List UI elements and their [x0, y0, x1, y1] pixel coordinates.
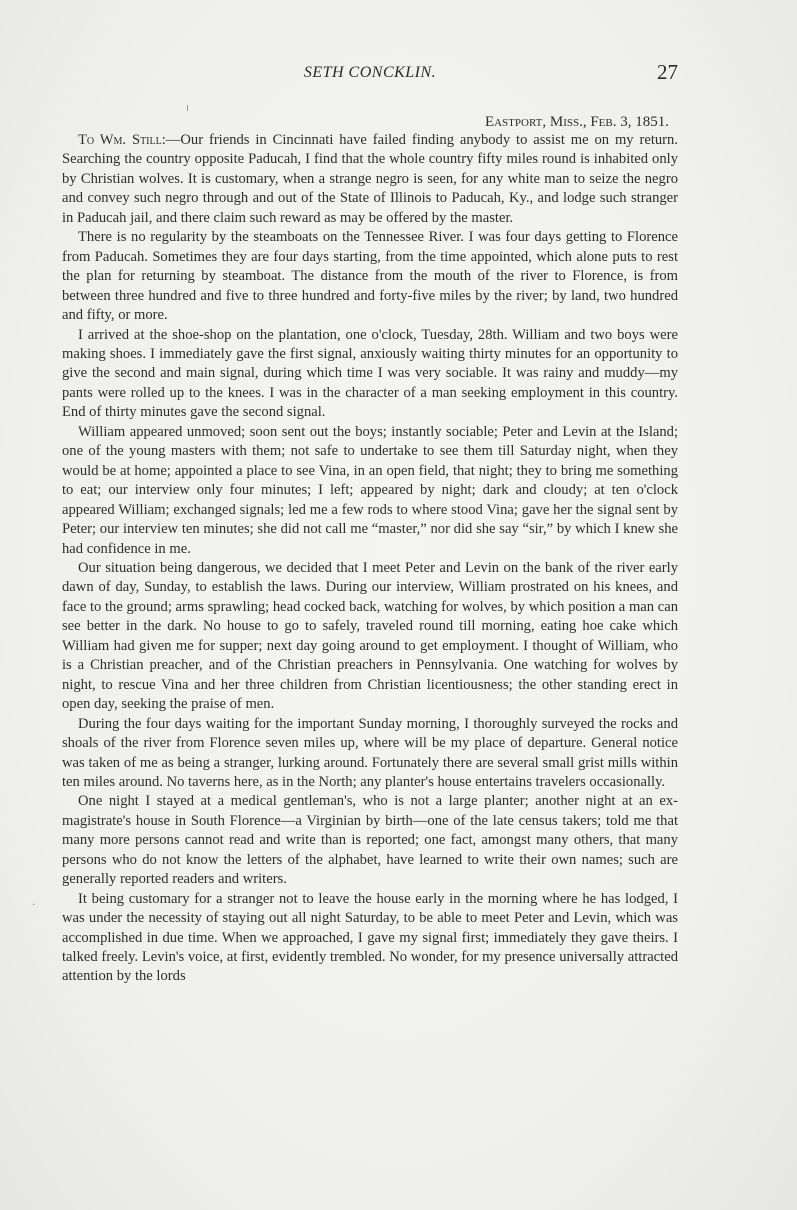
letter-body: [62, 131, 678, 987]
margin-speck: ·: [32, 900, 36, 911]
paragraph-7: One night I stayed at a medical gentleman's, who is not a large planter; another night at an ex-magistrate's house in South Florence—a Virginian by birth—one of the late census takers; told me that many more persons cannot read and write than is reported; one fact, amongst many others, that many persons who do not know the letters of the alphabet, have learned to write their own names; such are generally reported readers and writers.: [62, 793, 678, 888]
salutation: To Wm. Still: [78, 132, 162, 148]
paragraph-8: It being customary for a stranger not to leave the house early in the morning where he has lodged, I was under the necessity of staying out all night Saturday, to be able to meet Peter and Levin, which was accomplished in due time. When we approached, I gave my signal first; immediately they gave theirs. I talked freely. Levin's voice, at first, evidently trembled. No wonder, for my presence universally attracted attention by the lords: [62, 890, 678, 985]
dateline-text: Eastport, Miss., Feb. 3, 1851.: [484, 114, 669, 130]
letter-dateline: [62, 114, 669, 131]
paragraph-1-text: :—Our friends in Cincinnati have failed finding anybody to assist me on my return. Searching the country opposite Paducah, I find that the whole country fifty miles round is inhabited only by Christian wolves. It is customary, when a strange negro is seen, for any white man to seize the negro and convey such negro through and out of the State of Illinois to Paducah, Ky., and lodge such stranger in Paducah jail, and there claim such reward as may be offered by the master.: [62, 132, 678, 226]
paragraph-6: During the four days waiting for the important Sunday morning, I thoroughly surveyed the rocks and shoals of the river from Florence seven miles up, where will be my place of departure. General notice was taken of me as being a stranger, lurking around. Fortunately there are several small grist mills within ten miles around. No taverns here, as in the North; any planter's house entertains travelers occasionally.: [62, 715, 678, 790]
paragraph-4: William appeared unmoved; soon sent out the boys; instantly sociable; Peter and Levin at the Island; one of the young masters with them; not safe to undertake to see them till Saturday night, when they would be at home; appointed a place to see Vina, in an open field, that night; they to bring me something to eat; our interview only four minutes; I left; appeared by night; dark and cloudy; at ten o'clock appeared William; exchanged signals; led me a few rods to where stood Vina; gave her the signal sent by Peter; our interview ten minutes; she did not call me “master,” nor did she say “sir,” by which I knew she had confidence in me.: [62, 423, 678, 557]
stray-mark: [187, 105, 188, 111]
paragraph-2: There is no regularity by the steamboats on the Tennessee River. I was four days getting to Florence from Paducah. Sometimes they are four days starting, from the time appointed, which alone puts to rest the plan for returning by steamboat. The distance from the mouth of the river to Florence, is from between three hundred and five to three hundred and forty-five miles by the river; by land, two hundred and fifty, or more.: [62, 229, 678, 324]
paragraph-5: Our situation being dangerous, we decided that I meet Peter and Levin on the bank of the river early dawn of day, Sunday, to establish the laws. During our interview, William prostrated on his knees, and face to the ground; arms sprawling; head cocked back, watching for wolves, by which position a man can see better in the dark. No house to go to safely, traveled round till morning, eating hoe cake which William had given me for supper; next day going around to get employment. I thought of William, who is a Christian preacher, and of the Christian preachers in Pennsylvania. One watching for wolves by night, to rescue Vina and her three children from Christian licentiousness; the other standing erect in open day, seeking the praise of men.: [62, 559, 678, 713]
page-number: 27: [657, 60, 678, 84]
page-header: [62, 60, 678, 86]
paragraph-1: [62, 131, 678, 228]
running-title: SETH CONCKLIN.: [303, 64, 437, 81]
paragraph-3: I arrived at the shoe-shop on the plantation, one o'clock, Tuesday, 28th. William and two boys were making shoes. I immediately gave the first signal, anxiously waiting thirty minutes for an opportunity to give the second and main signal, during which time I was very sociable. It was rainy and muddy—my pants were rolled up to the knees. I was in the character of a man seeking employment in this country. End of thirty minutes gave the second signal.: [62, 326, 678, 421]
